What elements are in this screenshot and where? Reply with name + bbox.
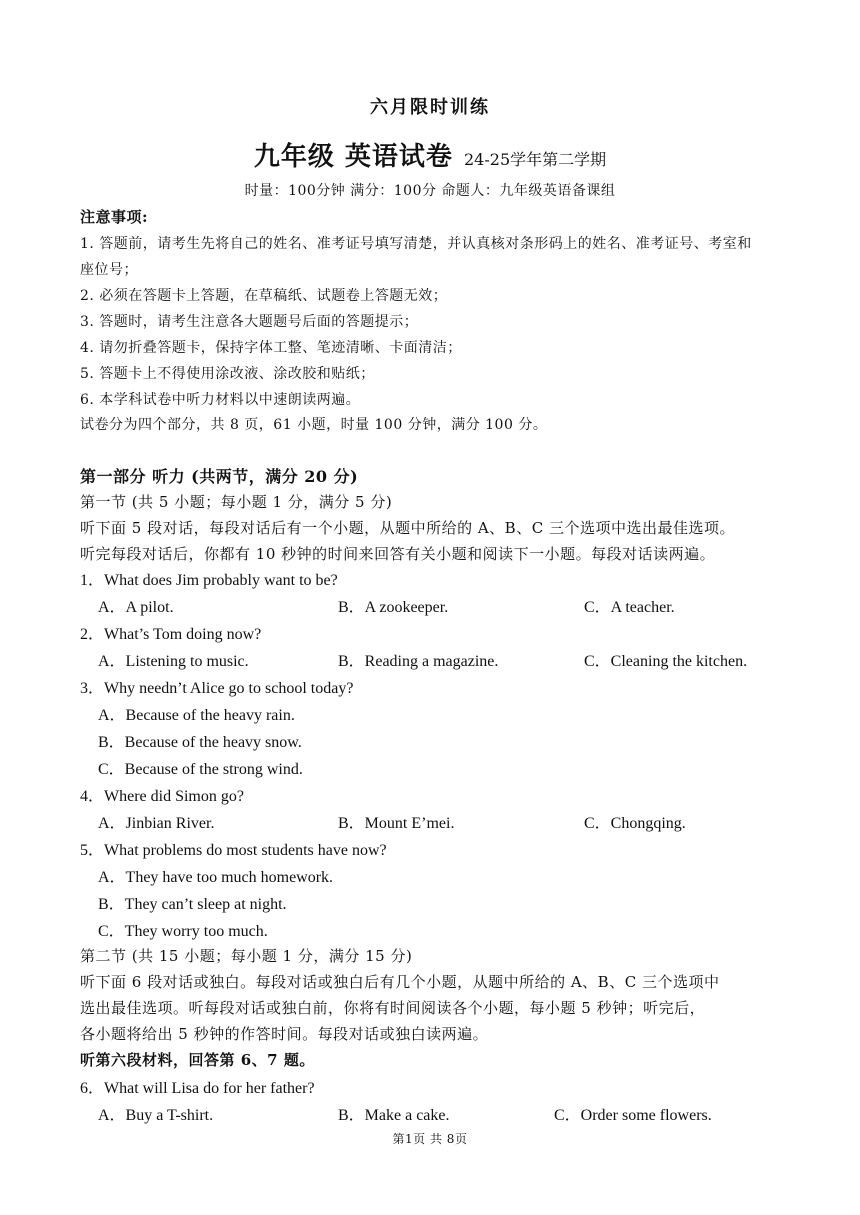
notice-line: 6. 本学科试卷中听力材料以中速朗读两遍。 <box>80 392 361 408</box>
notice-line: 2. 必须在答题卡上答题，在草稿纸、试题卷上答题无效； <box>80 288 448 304</box>
option-b: B．Make a cake. <box>338 1107 450 1124</box>
exam-term: 24-25学年第二学期 <box>464 150 607 169</box>
section1-instruction: 听完每段对话后，你都有 10 秒钟的时间来回答有关小题和阅读下一小题。每段对话读两遍。 <box>80 545 716 563</box>
notice-line: 试卷分为四个部分，共 8 页，61 小题，时量 100 分钟，满分 100 分。 <box>80 417 548 433</box>
exam-title-main: 九年级 英语试卷 <box>253 142 453 172</box>
exam-title <box>0 136 860 173</box>
notice-line: 座位号； <box>80 262 138 278</box>
material-heading: 听第六段材料，回答第 6、7 题。 <box>80 1051 315 1069</box>
section1-instruction: 听下面 5 段对话，每段对话后有一个小题，从题中所给的 A、B、C 三个选项中选出最佳选项。 <box>80 519 735 537</box>
option-a: A．Buy a T-shirt. <box>98 1107 214 1124</box>
notice-line: 1. 答题前，请考生先将自己的姓名、准考证号填写清楚，并认真核对条形码上的姓名、准考证号、考室和 <box>80 236 752 252</box>
option-c: C．Chongqing. <box>584 815 686 832</box>
section1-heading: 第一节 (共 5 小题；每小题 1 分，满分 5 分) <box>80 493 393 511</box>
question-stem: 1．What does Jim probably want to be? <box>80 572 338 589</box>
option-a: A．They have too much homework. <box>98 869 334 886</box>
question-stem: 4．Where did Simon go? <box>80 788 244 805</box>
section2-heading: 第二节 (共 15 小题；每小题 1 分，满分 15 分) <box>80 947 413 965</box>
notice-line: 5. 答题卡上不得使用涂改液、涂改胶和贴纸； <box>80 366 375 382</box>
option-a: A．Listening to music. <box>98 653 249 670</box>
notice-line: 3. 答题时，请考生注意各大题题号后面的答题提示； <box>80 314 419 330</box>
exam-meta: 时量：100分钟 满分：100分 命题人：九年级英语备课组 <box>244 183 616 199</box>
option-c: C．Because of the strong wind. <box>98 761 303 778</box>
option-a: A．Because of the heavy rain. <box>98 707 295 724</box>
exam-subtitle: 六月限时训练 <box>370 97 490 118</box>
notice-heading: 注意事项: <box>80 208 149 226</box>
section2-instruction: 选出最佳选项。听每段对话或独白前，你将有时间阅读各个小题，每小题 5 秒钟；听完后， <box>80 999 706 1017</box>
option-b: B．Reading a magazine. <box>338 653 499 670</box>
question-stem: 5．What problems do most students have now? <box>80 842 387 859</box>
option-b: B．A zookeeper. <box>338 599 449 616</box>
option-b: B．They can’t sleep at night. <box>98 896 287 913</box>
option-c: C．Order some flowers. <box>554 1107 712 1124</box>
option-c: C．They worry too much. <box>98 923 268 940</box>
option-c: C．A teacher. <box>584 599 675 616</box>
section2-instruction: 各小题将给出 5 秒钟的作答时间。每段对话或独白读两遍。 <box>80 1025 489 1043</box>
part1-heading: 第一部分 听力 (共两节，满分 20 分) <box>80 467 359 486</box>
question-stem: 3．Why needn’t Alice go to school today? <box>80 680 354 697</box>
option-a: A．Jinbian River. <box>98 815 215 832</box>
option-a: A．A pilot. <box>98 599 174 616</box>
question-stem: 6．What will Lisa do for her father? <box>80 1080 315 1097</box>
option-b: B．Because of the heavy snow. <box>98 734 302 751</box>
section2-instruction: 听下面 6 段对话或独白。每段对话或独白后有几个小题，从题中所给的 A、B、C 三个选项中 <box>80 973 720 991</box>
question-stem: 2．What’s Tom doing now? <box>80 626 262 643</box>
notice-line: 4. 请勿折叠答题卡，保持字体工整、笔迹清晰、卡面清洁； <box>80 340 462 356</box>
option-c: C．Cleaning the kitchen. <box>584 653 748 670</box>
option-b: B．Mount E’mei. <box>338 815 455 832</box>
page-footer: 第1页 共 8页 <box>392 1132 468 1146</box>
